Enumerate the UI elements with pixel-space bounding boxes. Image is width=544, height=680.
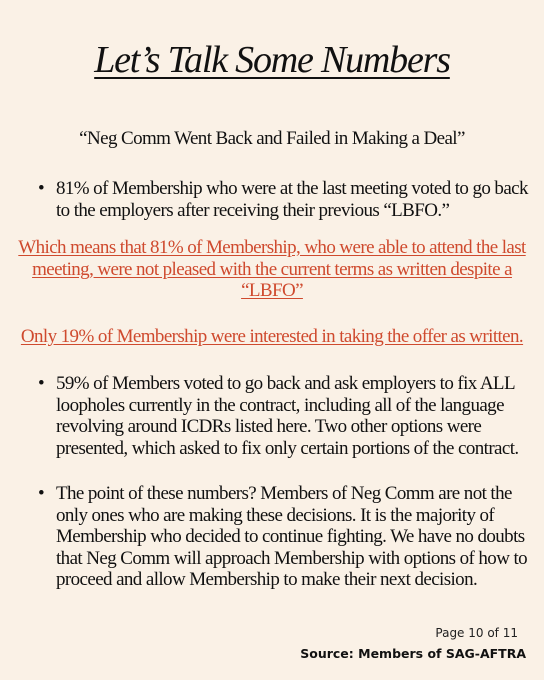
bullet-dot: • <box>38 483 45 504</box>
bullet-text-2: 59% of Members voted to go back and ask employers to fix ALL loopholes currently in the contract, including all of the language revolving around ICDRs listed here. Two other options were presented, which asked to fix only certain portions of the contract. <box>56 373 519 459</box>
bullet-dot: • <box>38 178 45 199</box>
bullet-text-3: The point of these numbers? Members of Neg Comm are not the only ones who are making these decisions. It is the majority of Membership who decided to continue fighting. We have no doubts that Neg Comm will approach Membership with options of how to proceed and allow Membership to make their next decision. <box>56 483 528 590</box>
bullet-item-2 <box>36 373 536 459</box>
bullet-text-1: 81% of Membership who were at the last meeting voted to go back to the employers after receiving their previous “LBFO.” <box>56 178 528 221</box>
source-credit: Source: Members of SAG-AFTRA <box>300 646 526 661</box>
highlight-text-2: Only 19% of Membership were interested in taking the offer as written. <box>20 326 524 347</box>
bullet-dot: • <box>38 373 45 394</box>
page-number: Page 10 of 11 <box>435 626 518 640</box>
subtitle-quote: “Neg Comm Went Back and Failed in Making a Deal” <box>79 128 465 149</box>
bullet-item-1 <box>36 178 536 221</box>
highlight-text-1: Which means that 81% of Membership, who were able to attend the last meeting, were not pleased with the current terms as written despite a “LBFO” <box>18 237 526 301</box>
bullet-item-3 <box>36 483 536 591</box>
page-title: Let’s Talk Some Numbers <box>94 39 450 81</box>
